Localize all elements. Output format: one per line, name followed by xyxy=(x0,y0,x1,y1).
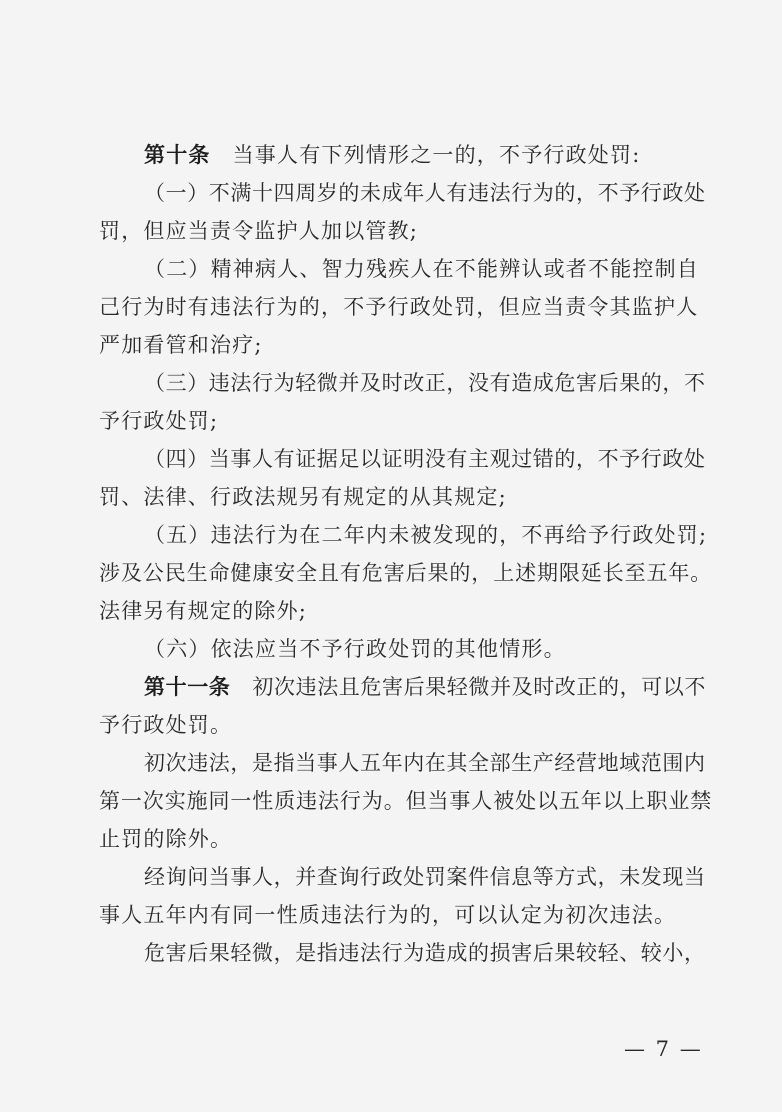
para-2-line-1: 经询问当事人，并查询行政处罚案件信息等方式，未发现当 xyxy=(144,865,706,889)
article-11-text: 初次违法且危害后果轻微并及时改正的，可以不 xyxy=(252,675,707,699)
item-3-line-2: 予行政处罚; xyxy=(99,409,219,433)
item-2-line-2: 己行为时有违法行为的，不予行政处罚，但应当责令其监护人 xyxy=(99,295,699,319)
item-4-line-1: （四）当事人有证据足以证明没有主观过错的，不予行政处 xyxy=(144,447,706,471)
item-4-line-2: 罚、法律、行政法规另有规定的从其规定; xyxy=(99,485,507,509)
article-11-line-2: 予行政处罚。 xyxy=(99,713,233,737)
item-6-line-1: （六）依法应当不予行政处罚的其他情形。 xyxy=(144,637,566,661)
item-5-line-2: 涉及公民生命健康安全且有危害后果的，上述期限延长至五年。 xyxy=(99,561,713,585)
para-1-line-3: 止罚的除外。 xyxy=(99,827,233,851)
article-11-heading xyxy=(144,673,706,701)
article-10-intro: 当事人有下列情形之一的，不予行政处罚: xyxy=(232,143,641,167)
item-5-line-3: 法律另有规定的除外; xyxy=(99,599,308,623)
para-1-line-2: 第一次实施同一性质违法行为。但当事人被处以五年以上职业禁 xyxy=(99,789,713,813)
page-number: — 7 — xyxy=(624,1037,703,1061)
item-2-line-1: （二）精神病人、智力残疾人在不能辨认或者不能控制自 xyxy=(144,257,699,281)
article-11-label: 第十一条 xyxy=(144,675,231,699)
para-1-line-1: 初次违法，是指当事人五年内在其全部生产经营地域范围内 xyxy=(144,751,706,775)
para-3-line-1: 危害后果轻微，是指违法行为造成的损害后果较轻、较小， xyxy=(144,941,706,965)
item-1-line-2: 罚，但应当责令监护人加以管教; xyxy=(99,219,419,243)
article-10-label: 第十条 xyxy=(144,143,211,167)
item-2-line-3: 严加看管和治疗; xyxy=(99,333,263,357)
item-5-line-1: （五）违法行为在二年内未被发现的，不再给予行政处罚; xyxy=(144,523,708,547)
item-3-line-1: （三）违法行为轻微并及时改正，没有造成危害后果的，不 xyxy=(144,371,706,395)
article-10-heading xyxy=(144,141,640,169)
item-1-line-1: （一）不满十四周岁的未成年人有违法行为的，不予行政处 xyxy=(144,181,706,205)
para-2-line-2: 事人五年内有同一性质违法行为的，可以认定为初次违法。 xyxy=(99,903,677,927)
